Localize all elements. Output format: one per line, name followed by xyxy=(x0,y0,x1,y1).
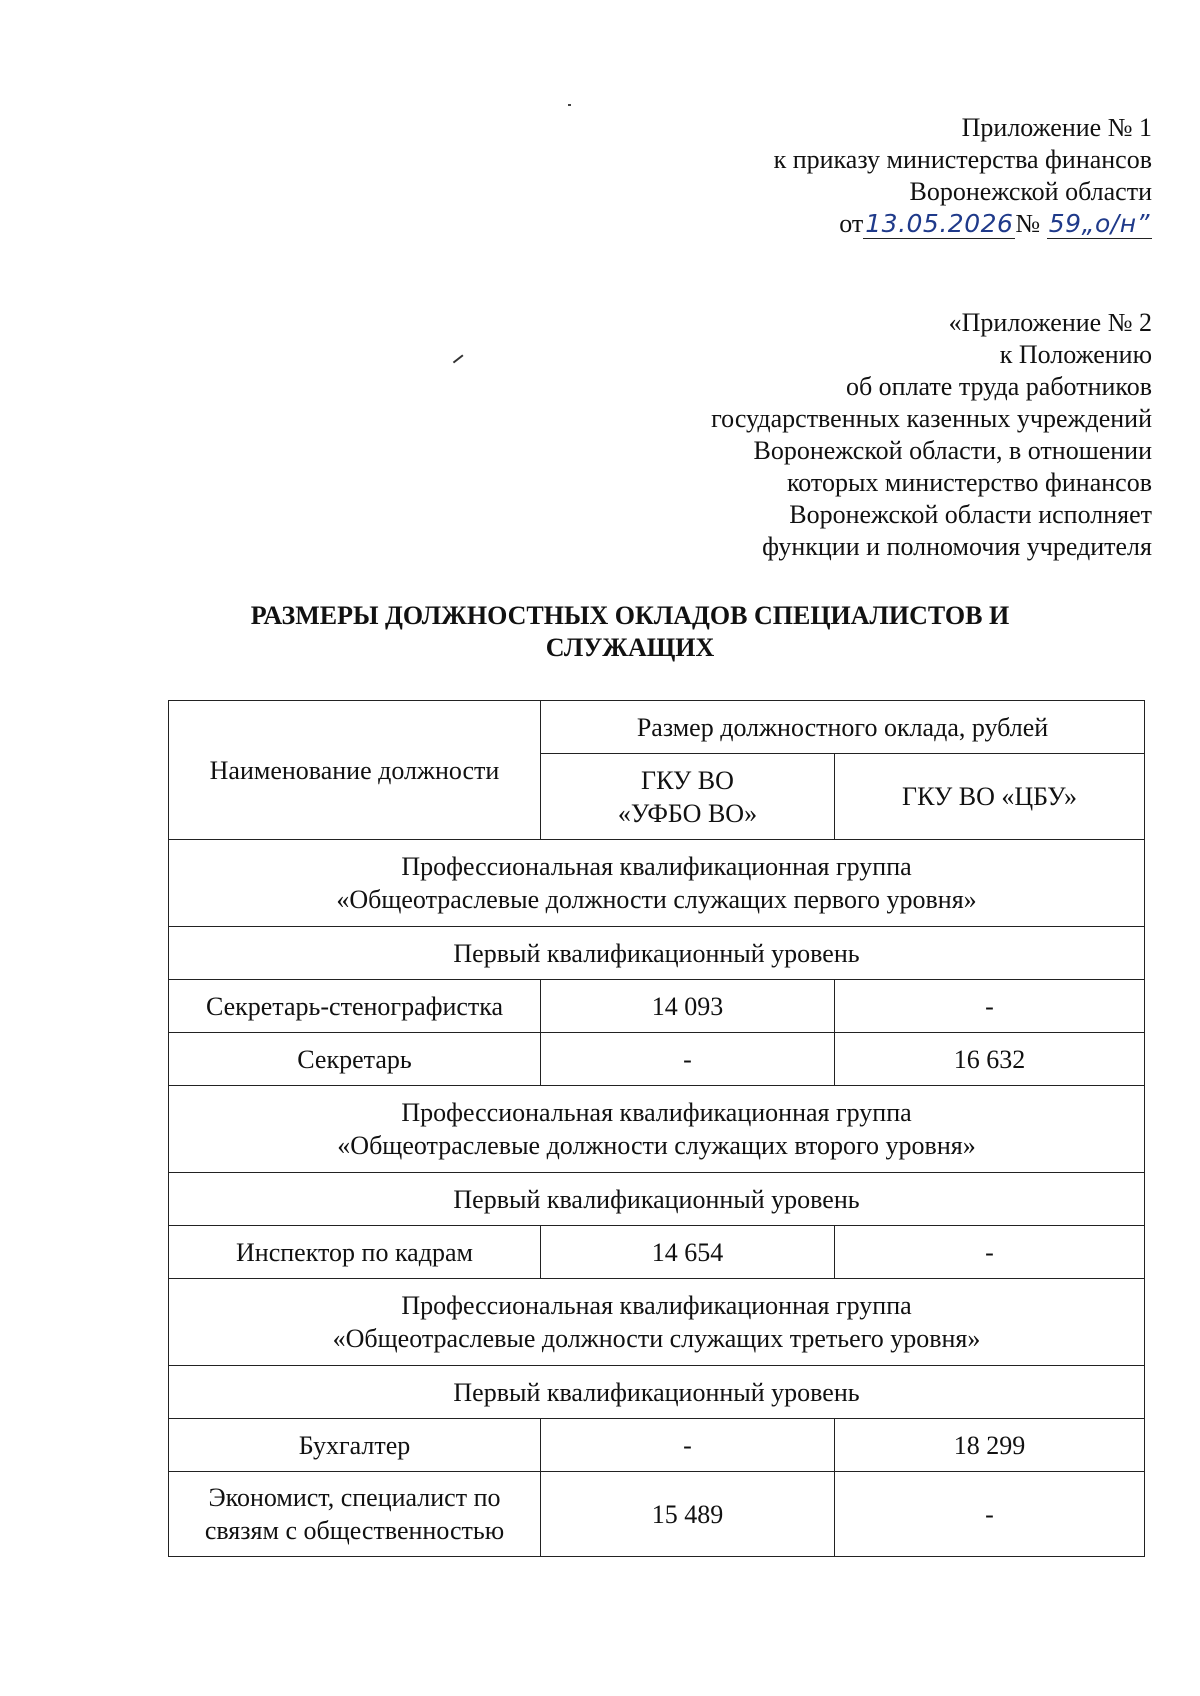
group-title-line: Профессиональная квалификационная группа xyxy=(401,1291,912,1320)
group-title-line: Профессиональная квалификационная группа xyxy=(401,852,912,881)
org-1-line: ГКУ ВО xyxy=(641,765,734,795)
appendix-2-line: к Положению xyxy=(999,340,1152,369)
title-line: СЛУЖАЩИХ xyxy=(545,633,715,662)
scan-speck xyxy=(568,104,571,106)
appendix-2-line: которых министерство финансов xyxy=(786,468,1152,497)
position-name-cell: Инспектор по кадрам xyxy=(169,1226,541,1279)
appendix-2-block xyxy=(711,307,1152,563)
table-row xyxy=(169,1033,1145,1086)
org-1-salary-cell: 14 654 xyxy=(541,1226,835,1279)
group-title-line: «Общеотраслевые должности служащих третьего уровня» xyxy=(332,1324,981,1353)
org-2-salary-cell: - xyxy=(835,980,1145,1033)
handwritten-date: 13.05.2026 xyxy=(865,209,1014,238)
level-row xyxy=(169,1366,1145,1419)
appendix-1-line: Воронежской области xyxy=(909,177,1152,206)
table-row xyxy=(169,1419,1145,1472)
table-header-row xyxy=(169,701,1145,754)
handwritten-number: 59„о/н” xyxy=(1048,209,1150,238)
level-title: Первый квалификационный уровень xyxy=(169,927,1145,980)
order-date-number-line xyxy=(774,208,1152,240)
appendix-2-line: государственных казенных учреждений xyxy=(711,404,1152,433)
appendix-2-line: Воронежской области исполняет xyxy=(789,500,1152,529)
number-prefix: № xyxy=(1015,209,1041,238)
position-name-cell: Секретарь-стенографистка xyxy=(169,980,541,1033)
group-row xyxy=(169,1086,1145,1173)
org-1-salary-cell: 15 489 xyxy=(541,1472,835,1557)
group-title xyxy=(169,1279,1145,1366)
appendix-1-line: к приказу министерства финансов xyxy=(773,145,1152,174)
salary-table xyxy=(168,700,1145,1557)
appendix-2-line: функции и полномочия учредителя xyxy=(762,532,1152,561)
table-row xyxy=(169,980,1145,1033)
table-row xyxy=(169,1226,1145,1279)
appendix-2-line: «Приложение № 2 xyxy=(948,308,1152,337)
scan-stroke xyxy=(453,354,463,363)
org-2-salary-cell: - xyxy=(835,1226,1145,1279)
group-title-line: Профессиональная квалификационная группа xyxy=(401,1098,912,1127)
title-line: РАЗМЕРЫ ДОЛЖНОСТНЫХ ОКЛАДОВ СПЕЦИАЛИСТОВ И xyxy=(250,601,1010,630)
group-row xyxy=(169,840,1145,927)
appendix-2-line: Воронежской области, в отношении xyxy=(753,436,1152,465)
salary-table-wrapper xyxy=(168,700,1144,1557)
org-2-salary-cell: 16 632 xyxy=(835,1033,1145,1086)
level-title: Первый квалификационный уровень xyxy=(169,1173,1145,1226)
table-row xyxy=(169,1472,1145,1557)
group-title xyxy=(169,840,1145,927)
org-1-line: «УФБО ВО» xyxy=(617,798,758,828)
date-prefix: от xyxy=(839,209,864,238)
position-name-cell: Секретарь xyxy=(169,1033,541,1086)
group-title-line: «Общеотраслевые должности служащих второго уровня» xyxy=(337,1131,976,1160)
appendix-1-line: Приложение № 1 xyxy=(961,113,1152,142)
org-1-salary-cell: - xyxy=(541,1419,835,1472)
appendix-2-line: об оплате труда работников xyxy=(845,372,1152,401)
header-salary-size: Размер должностного оклада, рублей xyxy=(541,701,1145,754)
header-org-2: ГКУ ВО «ЦБУ» xyxy=(835,754,1145,840)
position-name-cell xyxy=(169,1472,541,1557)
level-row xyxy=(169,1173,1145,1226)
org-1-salary-cell: - xyxy=(541,1033,835,1086)
group-row xyxy=(169,1279,1145,1366)
level-row xyxy=(169,927,1145,980)
position-name-cell: Бухгалтер xyxy=(169,1419,541,1472)
group-title xyxy=(169,1086,1145,1173)
org-1-salary-cell: 14 093 xyxy=(541,980,835,1033)
level-title: Первый квалификационный уровень xyxy=(169,1366,1145,1419)
appendix-1-block xyxy=(774,112,1152,240)
org-2-salary-cell: - xyxy=(835,1472,1145,1557)
header-position-name: Наименование должности xyxy=(169,701,541,840)
position-name-line: Экономист, специалист по xyxy=(208,1483,501,1512)
org-2-salary-cell: 18 299 xyxy=(835,1419,1145,1472)
group-title-line: «Общеотраслевые должности служащих первого уровня» xyxy=(336,885,977,914)
position-name-line: связям с общественностью xyxy=(204,1516,505,1545)
header-org-1 xyxy=(541,754,835,840)
document-title xyxy=(170,600,1090,664)
